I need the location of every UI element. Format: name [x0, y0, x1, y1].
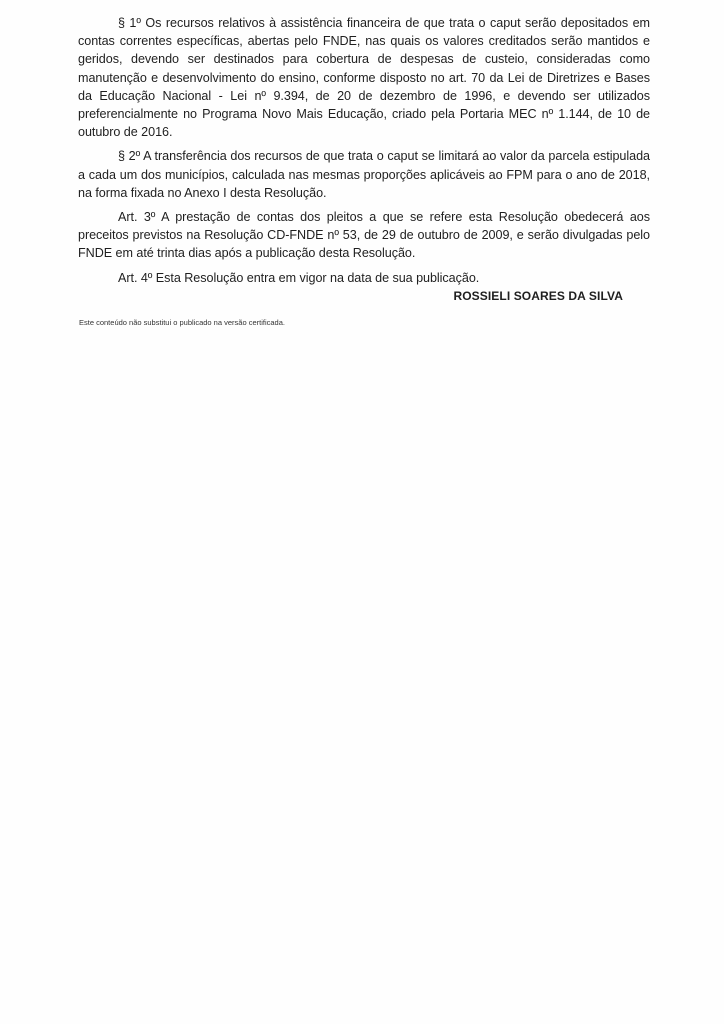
paragraph-1: § 1º Os recursos relativos à assistência financeira de que trata o caput serão depositados em contas correntes específicas, abertas pelo FNDE, nas quais os valores creditados serão mantidos e geridos, devendo ser destinados para cobertura de despesas de custeio, consideradas como manutenção e desenvolvimento do ensino, conforme disposto no art. 70 da Lei de Diretrizes e Bases da Educação Nacional - Lei nº 9.394, de 20 de dezembro de 1996, e devendo ser utilizados preferencialmente no Programa Novo Mais Educação, criado pela Portaria MEC nº 1.144, de 10 de outubro de 2016.: [78, 16, 650, 140]
paragraph-4: Art. 4º Esta Resolução entra em vigor na data de sua publicação.: [118, 270, 480, 285]
paragraph-3: Art. 3º A prestação de contas dos pleitos a que se refere esta Resolução obedecerá aos preceitos previstos na Resolução CD-FNDE nº 53, de 29 de outubro de 2009, e serão divulgadas pelo FNDE em até trinta dias após a publicação desta Resolução.: [78, 210, 650, 261]
footer-note: Este conteúdo não substitui o publicado na versão certificada.: [79, 318, 285, 327]
paragraph-2: § 2º A transferência dos recursos de que trata o caput se limitará ao valor da parcela estipulada a cada um dos municípios, calculada nas mesmas proporções aplicáveis ao FPM para o ano de 2018, na forma fixada no Anexo I desta Resolução.: [78, 149, 650, 200]
signature-name: ROSSIELI SOARES DA SILVA: [453, 289, 623, 303]
document-body: [78, 14, 650, 287]
